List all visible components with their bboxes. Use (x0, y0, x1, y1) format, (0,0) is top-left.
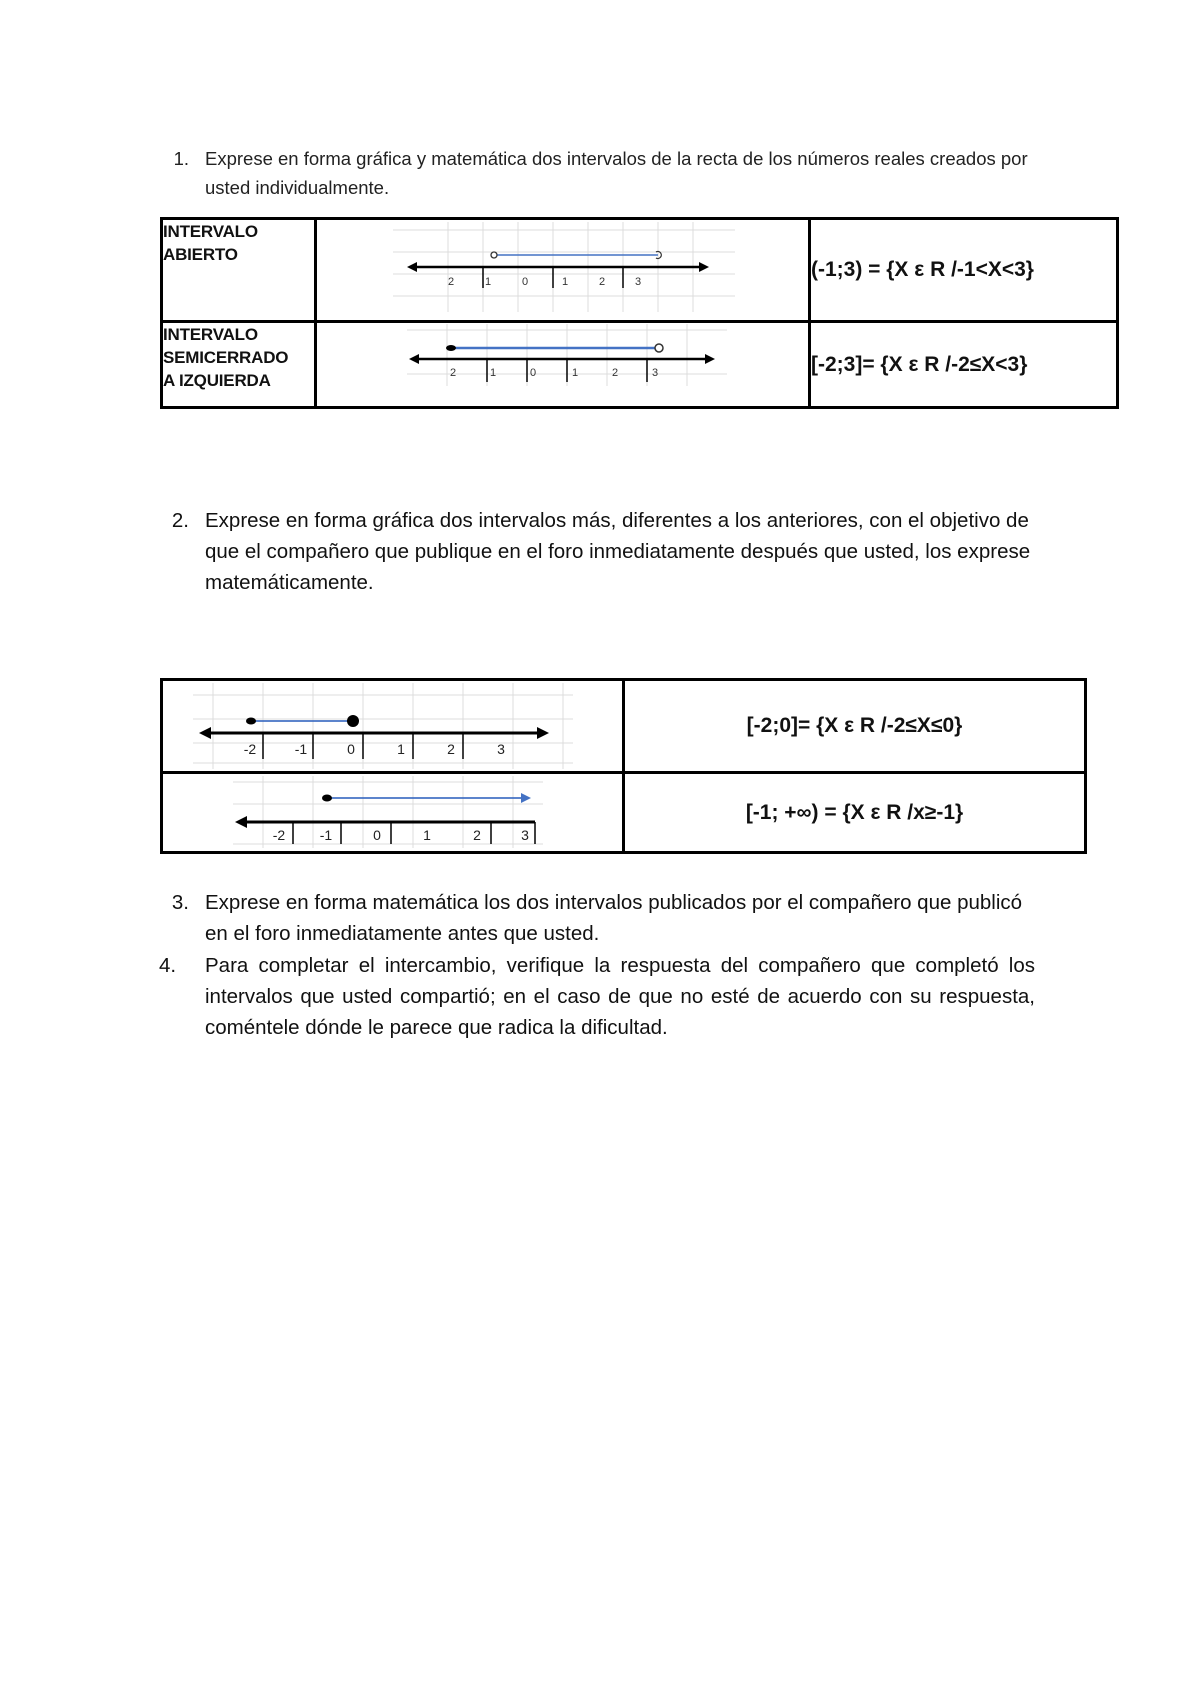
question-1 (173, 144, 1035, 202)
number-line-infinite-interval (233, 776, 543, 848)
tick-marks (263, 733, 463, 759)
axis-arrow-left (235, 816, 247, 828)
question-4-number: 4. (159, 954, 177, 977)
closed-endpoint-left (246, 718, 256, 725)
number-line-cell (162, 680, 624, 773)
table-row-infinite-interval (162, 773, 1086, 853)
axis-arrow-left (199, 727, 211, 739)
tick-label: 1 (397, 741, 405, 757)
question-3-number: 3. (171, 891, 189, 914)
interval-expression-open: (-1;3) = {X ε R /-1<X<3} (810, 219, 1118, 322)
closed-endpoint-right (347, 715, 359, 727)
row-label-open: INTERVALO ABIERTO (162, 219, 316, 322)
tick-marks (487, 359, 647, 382)
tick-label: 2 (611, 367, 619, 379)
tick-label: 3 (521, 827, 529, 843)
tick-label: -2 (272, 827, 286, 843)
tick-label: 2 (447, 276, 455, 288)
table-row-open-interval (162, 219, 1118, 322)
intervals-table-1 (160, 217, 1119, 409)
tick-label: 0 (521, 276, 529, 288)
open-endpoint-left (491, 252, 497, 258)
table-row-half-closed-interval (162, 322, 1118, 408)
tick-label: 1 (561, 276, 569, 288)
number-line-cell (162, 773, 624, 853)
question-1-text: Exprese en forma gráfica y matemática dos intervalos de la recta de los números reales creados por usted individualmente. (205, 148, 1028, 198)
axis-arrow-right (705, 354, 715, 364)
question-3-text: Exprese en forma matemática los dos intervalos publicados por el compañero que publicó en el foro inmediatamente antes que usted. (205, 891, 1023, 945)
number-line-cell (316, 219, 810, 322)
interval-expression-closed: [-2;0]= {X ε R /-2≤X≤0} (624, 680, 1086, 773)
tick-label: 1 (571, 367, 579, 379)
tick-label: 1 (489, 367, 497, 379)
row-label-half-closed: INTERVALO SEMICERRADO A IZQUIERDA (162, 322, 316, 408)
tick-label: 0 (373, 827, 381, 843)
question-2-number: 2. (171, 509, 189, 532)
number-line-half-closed-interval (407, 324, 727, 386)
tick-label: 0 (529, 367, 537, 379)
tick-label: -2 (243, 741, 257, 757)
question-4-text: Para completar el intercambio, verifique la respuesta del compañero que completó los intervalos que usted compartió; en el caso de que no esté de acuerdo con su respuesta, coméntele dónde le parece que radica la dificultad. (205, 954, 1035, 1039)
tick-label: 1 (484, 276, 492, 288)
closed-endpoint-left (446, 345, 456, 351)
tick-label: -1 (319, 827, 333, 843)
number-line-open-interval (393, 222, 735, 312)
axis-arrow-right (537, 727, 549, 739)
closed-endpoint-left (322, 795, 332, 802)
tick-label: 3 (634, 276, 642, 288)
tick-label: 1 (423, 827, 431, 843)
number-line-closed-interval (193, 683, 573, 769)
tick-label: 2 (598, 276, 606, 288)
tick-label: 2 (473, 827, 481, 843)
question-1-number: 1. (173, 148, 189, 169)
question-4 (159, 950, 1035, 1043)
intervals-table-2 (160, 678, 1087, 854)
tick-label: 3 (651, 367, 659, 379)
axis-arrow-right (699, 262, 709, 272)
ray-arrow-right (521, 793, 531, 803)
number-line-cell (316, 322, 810, 408)
question-3 (171, 887, 1035, 949)
axis-arrow-left (407, 262, 417, 272)
tick-label: -1 (294, 741, 308, 757)
tick-label: 2 (447, 741, 455, 757)
interval-expression-infinite: [-1; +∞) = {X ε R /x≥-1} (624, 773, 1086, 853)
question-2 (171, 505, 1035, 598)
tick-label: 0 (347, 741, 355, 757)
table-row-closed-interval (162, 680, 1086, 773)
interval-expression-half-closed: [-2;3]= {X ε R /-2≤X<3} (810, 322, 1118, 408)
axis-arrow-left (409, 354, 419, 364)
tick-label: 3 (497, 741, 505, 757)
tick-label: 2 (449, 367, 457, 379)
open-endpoint-right (655, 344, 663, 352)
question-2-text: Exprese en forma gráfica dos intervalos más, diferentes a los anteriores, con el objetivo de que el compañero que publique en el foro inmediatamente después que usted, los exprese matemáticamente. (205, 509, 1031, 594)
